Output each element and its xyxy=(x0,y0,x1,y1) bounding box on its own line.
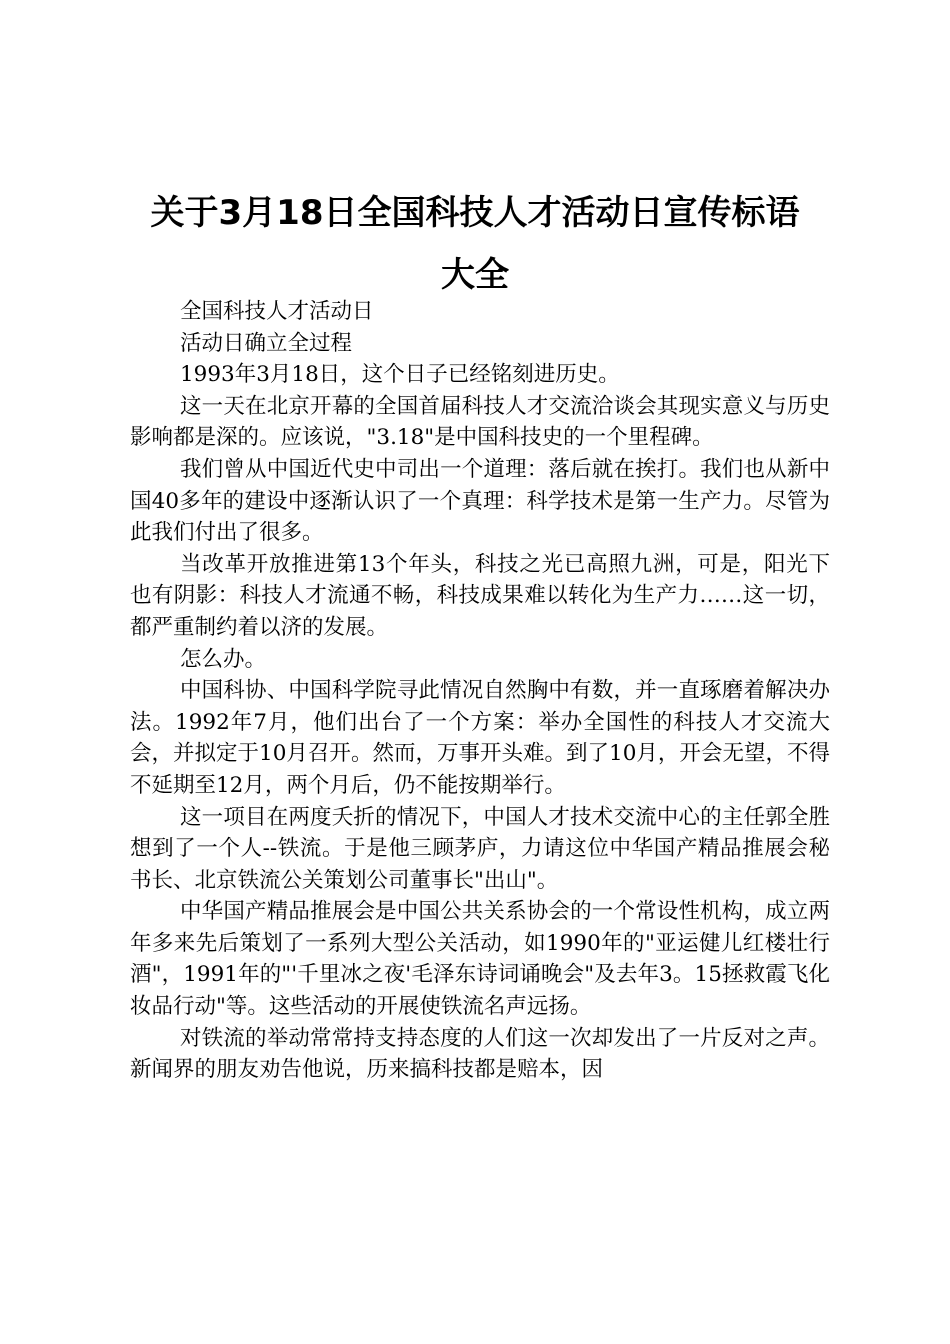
paragraph: 当改革开放推进第13个年头，科技之光已高照九洲，可是，阳光下也有阴影：科技人才流通不畅，科技成果难以转化为生产力……这一切，都严重制约着以济的发展。 xyxy=(130,551,830,640)
paragraph: 中华国产精品推展会是中国公共关系协会的一个常设性机构，成立两年多来先后策划了一系列大型公关活动，如1990年的"亚运健儿红楼壮行酒"，1991年的"'千里冰之夜'毛泽东诗词诵晚会"及去年3。15拯救霞飞化妆品行动"等。这些活动的开展使铁流名声远扬。 xyxy=(130,899,830,1020)
paragraph: 对铁流的举动常常持支持态度的人们这一次却发出了一片反对之声。新闻界的朋友劝告他说，历来搞科技都是赔本，因 xyxy=(130,1025,830,1083)
paragraph: 怎么办。 xyxy=(180,646,267,672)
title-line-1: 关于3月18日全国科技人才活动日宣传标语 xyxy=(150,193,800,233)
paragraph-heading-2: 活动日确立全过程 xyxy=(180,330,353,356)
document-title xyxy=(95,182,855,306)
paragraph-heading-1: 全国科技人才活动日 xyxy=(180,299,374,324)
paragraph: 1993年3月18日，这个日子已经铭刻进历史。 xyxy=(180,362,620,388)
title-line-2: 大全 xyxy=(441,255,509,295)
paragraph: 我们曾从中国近代史中司出一个道理：落后就在挨打。我们也从新中国40多年的建设中逐渐认识了一个真理：科学技术是第一生产力。尽管为此我们付出了很多。 xyxy=(130,456,830,546)
paragraph: 这一项目在两度夭折的情况下，中国人才技术交流中心的主任郭全胜想到了一个人--铁流。于是他三顾茅庐，力请这位中华国产精品推展会秘书长、北京铁流公关策划公司董事长"出山"。 xyxy=(130,804,830,893)
document-body xyxy=(130,296,830,1086)
paragraph: 这一天在北京开幕的全国首届科技人才交流洽谈会其现实意义与历史影响都是深的。应该说，"3.18"是中国科技史的一个里程碑。 xyxy=(130,393,830,451)
paragraph: 中国科协、中国科学院寻此情况自然胸中有数，并一直琢磨着解决办法。1992年7月，他们出台了一个方案：举办全国性的科技人才交流大会，并拟定于10月召开。然而，万事开头难。到了10月，开会无望，不得不延期至12月，两个月后，仍不能按期举行。 xyxy=(130,678,830,798)
